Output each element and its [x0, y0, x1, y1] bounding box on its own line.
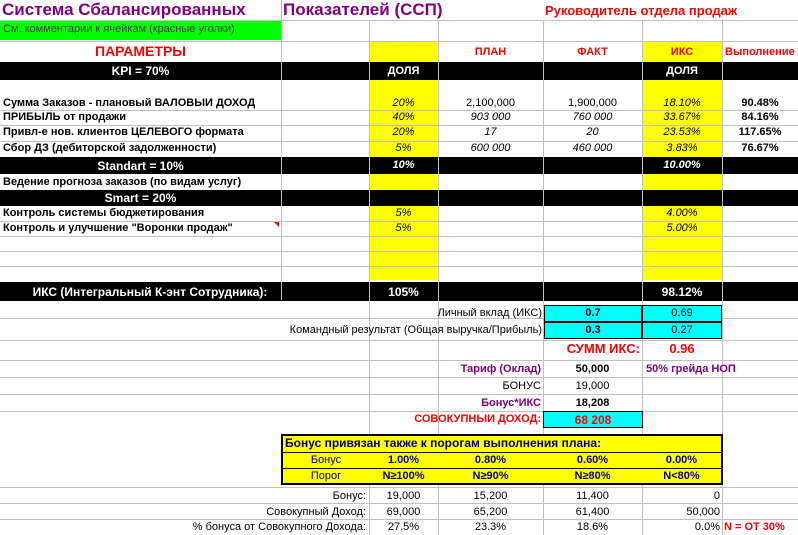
row-line [0, 394, 798, 395]
row-line [0, 503, 798, 504]
kpi-row-3-fact[interactable]: 20 [586, 127, 599, 138]
sum-iks-value[interactable]: 0.96 [669, 342, 695, 356]
share-header-fill [369, 42, 438, 62]
row-line [0, 251, 798, 252]
summary-bonus-label: Бонус: [332, 491, 366, 502]
row-line [0, 487, 798, 488]
total-income-label: СОВОКУПНЫЙ ДОХОД: [414, 414, 541, 425]
kpi-row-4-fact[interactable]: 460 000 [572, 143, 613, 154]
threshold-value-1[interactable]: N≥100% [382, 471, 425, 482]
standart-row-name: Ведение прогноза заказов (по видам услуг) [3, 177, 242, 188]
kpi-row-2-plan[interactable]: 903 000 [470, 112, 511, 123]
standart-share[interactable]: 10% [392, 160, 415, 171]
smart-section-label: Smart = 20% [104, 192, 177, 205]
summary-share-1[interactable]: 27.5% [387, 522, 420, 533]
kpi-row-1-done[interactable]: 90.48% [741, 98, 779, 109]
share-fill-standart [369, 174, 438, 190]
sum-iks-label: СУММ ИКС: [566, 342, 640, 356]
total-share[interactable]: 105% [388, 286, 419, 299]
bonus-label: БОНУС [502, 381, 541, 392]
threshold-value-4[interactable]: N<80% [663, 471, 700, 482]
threshold-bonus-3[interactable]: 0.60% [576, 455, 609, 466]
kpi-row-2-iks[interactable]: 33.67% [663, 112, 701, 123]
bonus-iks-value[interactable]: 18,208 [575, 398, 610, 409]
threshold-value-2[interactable]: N≥90% [472, 471, 509, 482]
comments-note: См. комментарии к ячейкам (красные уголки) [0, 21, 281, 40]
share-label: ДОЛЯ [387, 66, 420, 77]
row-line [0, 236, 798, 237]
plan-header: ПЛАН [474, 47, 507, 58]
row-line [0, 377, 798, 378]
standart-iks[interactable]: 10.00% [663, 160, 701, 171]
personal-value-cell[interactable] [642, 305, 722, 322]
kpi-row-3-name: Привл-е нов. клиентов ЦЕЛЕВОГО формата [3, 127, 244, 138]
summary-share-label: % бонуса от Совокупного Дохода: [192, 522, 366, 533]
total-income-value: 68 208 [574, 414, 612, 427]
threshold-title: Бонус привязан также к порогам выполнения плана: [285, 437, 602, 450]
kpi-row-3-iks[interactable]: 23.53% [663, 127, 701, 138]
summary-bonus-2[interactable]: 15,200 [473, 491, 508, 502]
summary-share-4[interactable]: 0.0% [694, 522, 720, 533]
iks-fill-standart [642, 174, 722, 190]
row-line [0, 125, 798, 126]
team-value: 0.27 [671, 325, 693, 336]
team-value-cell[interactable] [642, 322, 722, 339]
total-iks-label: ИКС (Интегральный К-энт Сотрудника): [32, 286, 268, 299]
team-weight: 0.3 [585, 325, 601, 336]
team-label: Командный результат (Общая выручка/Прибыль) [289, 325, 542, 336]
fact-header: ФАКТ [577, 47, 608, 58]
row-line [0, 340, 798, 341]
threshold-bonus-label: Бонус [310, 455, 342, 466]
standart-section-label: Standart = 10% [97, 160, 184, 173]
kpi-row-4-plan[interactable]: 600 000 [470, 143, 511, 154]
summary-income-2[interactable]: 65,200 [473, 507, 508, 518]
col-line [281, 0, 282, 300]
smart-row-2-share[interactable]: 5% [395, 223, 412, 234]
kpi-row-4-name: Сбор ДЗ (дебиторской задолженности) [3, 143, 217, 154]
summary-bonus-3[interactable]: 11,400 [576, 491, 609, 502]
comment-marker-icon[interactable] [274, 222, 279, 227]
share-label-iks: ДОЛЯ [666, 66, 698, 77]
threshold-line [283, 468, 721, 469]
bonus-iks-label: Бонус*ИКС [481, 398, 541, 409]
kpi-row-1-share[interactable]: 20% [392, 98, 415, 109]
kpi-row-4-iks[interactable]: 3.83% [666, 143, 698, 154]
summary-income-4[interactable]: 50,000 [686, 507, 720, 518]
smart-row-2-name: Контроль и улучшение "Воронки продаж" [3, 223, 233, 234]
threshold-bonus-4[interactable]: 0.00% [665, 455, 698, 466]
smart-row-1-name: Контроль системы бюджетирования [3, 208, 205, 219]
kpi-row-3-done[interactable]: 117.65% [738, 127, 782, 138]
kpi-row-2-fact[interactable]: 760 000 [572, 112, 613, 123]
summary-income-3[interactable]: 61,400 [575, 507, 610, 518]
col-line [438, 20, 439, 301]
kpi-row-2-name: ПРИБЫЛЬ от продажи [3, 112, 126, 123]
grade-note: 50% грейда НОП [646, 364, 736, 375]
smart-row-2-iks[interactable]: 5.00% [666, 223, 698, 234]
row-line [0, 221, 798, 222]
kpi-row-3-share[interactable]: 20% [392, 127, 415, 138]
personal-label: Личный вклад (ИКС) [437, 308, 542, 319]
title-part1: Система Сбалансированных [2, 1, 246, 19]
threshold-value-3[interactable]: N≥80% [574, 471, 611, 482]
row-line [0, 360, 798, 361]
total-income-cell[interactable] [543, 411, 643, 428]
threshold-row-label: Порог [310, 471, 342, 482]
summary-share-3[interactable]: 18.6% [576, 522, 609, 533]
kpi-row-4-done[interactable]: 76.67% [741, 143, 779, 154]
kpi-row-1-fact[interactable]: 1,900,000 [568, 98, 617, 109]
row-line [0, 41, 798, 42]
summary-share-2[interactable]: 23.3% [474, 522, 507, 533]
summary-bonus-4[interactable]: 0 [713, 491, 720, 502]
kpi-row-1-plan[interactable]: 2,100,000 [466, 98, 515, 109]
bonus-value[interactable]: 19,000 [575, 381, 610, 392]
tariff-label: Тариф (Оклад) [460, 364, 541, 375]
threshold-line [283, 452, 721, 453]
kpi-row-2-share[interactable]: 40% [392, 112, 415, 123]
params-header: ПАРАМЕТРЫ [95, 44, 186, 59]
done-header: Выполнение [725, 47, 795, 58]
row-line [0, 411, 798, 412]
kpi-row-2-done[interactable]: 84.16% [741, 112, 779, 123]
iks-header: ИКС [670, 47, 694, 58]
row-line [0, 519, 798, 520]
summary-note: N = ОТ 30% [724, 522, 785, 533]
total-iks[interactable]: 98.12% [661, 286, 703, 299]
personal-value: 0.69 [671, 308, 693, 319]
summary-income-1[interactable]: 69,000 [386, 507, 421, 518]
personal-weight: 0.7 [585, 308, 601, 319]
summary-income-label: Совокупный Доход: [266, 507, 366, 518]
kpi-row-1-name: Сумма Заказов - плановый ВАЛОВЫЙ ДОХОД [3, 98, 256, 109]
kpi-row-3-plan[interactable]: 17 [484, 127, 497, 138]
threshold-bonus-1[interactable]: 1.00% [387, 455, 420, 466]
row-line [0, 110, 798, 111]
smart-row-1-iks[interactable]: 4.00% [666, 208, 698, 219]
role-title: Руководитель отдела продаж [545, 4, 738, 18]
kpi-section-label: KPI = 70% [111, 65, 170, 78]
threshold-bonus-2[interactable]: 0.80% [474, 455, 507, 466]
kpi-row-4-share[interactable]: 5% [395, 143, 412, 154]
tariff-value[interactable]: 50,000 [575, 364, 610, 375]
summary-bonus-1[interactable]: 19,000 [386, 491, 421, 502]
kpi-row-1-iks[interactable]: 18.10% [663, 98, 701, 109]
personal-weight-cell[interactable] [544, 305, 642, 322]
row-line [0, 266, 798, 267]
team-weight-cell[interactable] [544, 322, 642, 339]
title-part2: Показателей (ССП) [283, 1, 443, 19]
smart-row-1-share[interactable]: 5% [395, 208, 412, 219]
row-line [0, 141, 798, 142]
